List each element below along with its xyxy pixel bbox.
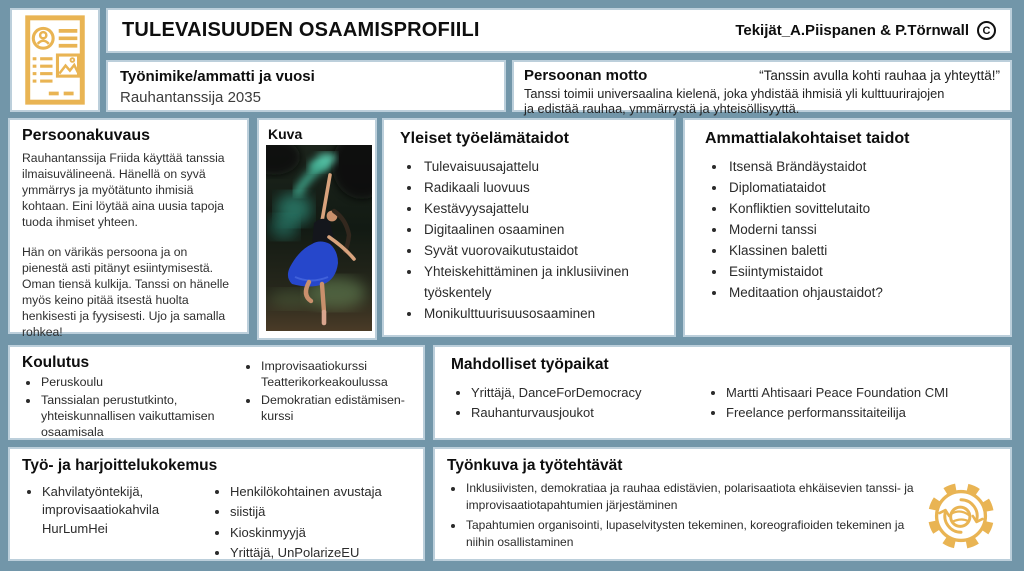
persona-paragraph: Rauhantanssija Friida käyttää tanssia ilmaisuvälineenä. Hänellä on syvä ymmärrys ja myötätunto ihmisiä kohtaan. Eini löytää aina uusia tapoja tuoda ihmiset yhteen. <box>22 151 225 229</box>
job-title-value: Rauhantanssija 2035 <box>120 89 261 106</box>
general-skills-list <box>400 156 664 324</box>
persona-heading: Persoonakuvaus <box>22 127 151 144</box>
list-item: • Tanssialan perustutkinto, yhteiskunnallisen vaikuttamisen osaamisala <box>40 392 242 440</box>
experience-heading: Työ- ja harjoittelukokemus <box>22 457 218 474</box>
persona-paragraph: Hän on värikäs persoona ja on pienestä asti pitänyt esiintymisestä. Oman tiensä kulkija. Tanssi on hänelle myös keino pitää itsestä huolta henkisesti ja fyysisesti. Ujo ja samalla rohkea! <box>22 244 230 339</box>
education-list-col1 <box>22 374 242 441</box>
job-description-panel <box>433 447 1012 561</box>
profile-document-panel <box>10 8 100 112</box>
motto-quote: “Tanssin avulla kohti rauhaa ja yhteyttä!” <box>759 68 1000 83</box>
title-bar <box>106 8 1012 53</box>
authors-text: Tekijät_A.Piispanen & P.Törnwall <box>735 22 969 39</box>
list-item: • Freelance performanssitaiteilija <box>726 403 1000 423</box>
experience-list-col2 <box>210 483 413 565</box>
general-skills-heading: Yleiset työelämätaidot <box>400 130 569 147</box>
list-item: • Syvät vuorovaikutustaidot <box>422 240 664 261</box>
field-skills-list <box>705 156 1000 303</box>
education-list-col2 <box>242 358 413 425</box>
list-item: • Monikulttuurisuusosaaminen <box>422 303 664 324</box>
list-item: • Kahvilatyöntekijä, improvisaatiokahvila HurLumHei <box>42 483 210 538</box>
job-description-list <box>447 480 914 550</box>
list-item: • Martti Ahtisaari Peace Foundation CMI <box>726 383 1000 403</box>
motto-body: Tanssi toimii universaalina kielenä, joka yhdistää ihmisiä yli kulttuurirajojen ja edistää rauhaa, ymmärrystä ja yhteisöllisyyttä. <box>524 86 945 117</box>
list-item: • Kioskinmyyjä <box>230 524 413 542</box>
experience-list-col1 <box>22 483 210 565</box>
list-item: • Radikaali luovuus <box>422 177 664 198</box>
list-item: • Yhteiskehittäminen ja inklusiivinen työskentely <box>422 261 664 303</box>
field-skills-heading: Ammattialakohtaiset taidot <box>705 130 910 147</box>
list-item: • Tulevaisuusajattelu <box>422 156 664 177</box>
field-skills-panel <box>683 118 1012 337</box>
copyright-icon: C <box>977 21 996 40</box>
resume-document-icon <box>24 14 86 106</box>
list-item: • Konfliktien sovittelutaito <box>727 198 1000 219</box>
list-item: • Henkilökohtainen avustaja <box>230 483 413 501</box>
general-skills-panel <box>382 118 676 337</box>
list-item: • Improvisaatiokurssi Teatterikorkeakoulussa <box>260 358 413 390</box>
list-item: • Klassinen baletti <box>727 240 1000 261</box>
persona-panel <box>8 118 249 339</box>
motto-panel <box>512 60 1012 117</box>
authors <box>735 21 996 40</box>
job-description-heading: Työnkuva ja työtehtävät <box>447 457 623 474</box>
list-item: • Moderni tanssi <box>727 219 1000 240</box>
page-title: TULEVAISUUDEN OSAAMISPROFIILI <box>122 19 480 41</box>
list-item: • Yrittäjä, DanceForDemocracy <box>471 383 706 403</box>
motto-heading: Persoonan motto <box>524 67 648 84</box>
dancer-photo <box>266 145 372 331</box>
list-item: • Meditaation ohjaustaidot? <box>727 282 1000 303</box>
job-title-heading: Työnimike/ammatti ja vuosi <box>120 68 315 85</box>
workplaces-list-col2 <box>706 383 1000 422</box>
list-item: • Inklusiivisten, demokratiaa ja rauhaa edistävien, polarisaatiota ehkäisevien tanssi- ja improvisaatiotapahtumien järjestäminen <box>465 480 914 513</box>
list-item: • Demokratian edistämisen- kurssi <box>260 392 413 424</box>
list-item: • Itsensä Brändäystaidot <box>727 156 1000 177</box>
list-item: • Peruskoulu <box>40 374 242 390</box>
job-title-panel <box>106 60 506 112</box>
list-item: • Digitaalinen osaaminen <box>422 219 664 240</box>
photo-heading: Kuva <box>268 126 303 142</box>
list-item: • Tapahtumien organisointi, lupaselvitysten tekeminen, koreografioiden tekeminen ja niihin osallistaminen <box>465 517 914 550</box>
list-item: • Esiintymistaidot <box>727 261 1000 282</box>
list-item: • Yrittäjä, UnPolarizeEU <box>230 544 413 562</box>
workplaces-list-col1 <box>451 383 706 422</box>
gear-globe-icon <box>924 479 998 553</box>
photo-panel <box>257 118 377 340</box>
workplaces-heading: Mahdolliset työpaikat <box>451 356 609 373</box>
list-item: • siistijä <box>230 503 413 521</box>
education-panel <box>8 345 425 440</box>
workplaces-panel <box>433 345 1012 440</box>
experience-panel <box>8 447 425 561</box>
list-item: • Diplomatiataidot <box>727 177 1000 198</box>
education-heading: Koulutus <box>22 354 90 371</box>
list-item: • Rauhanturvausjoukot <box>471 403 706 423</box>
list-item: • Kestävyysajattelu <box>422 198 664 219</box>
